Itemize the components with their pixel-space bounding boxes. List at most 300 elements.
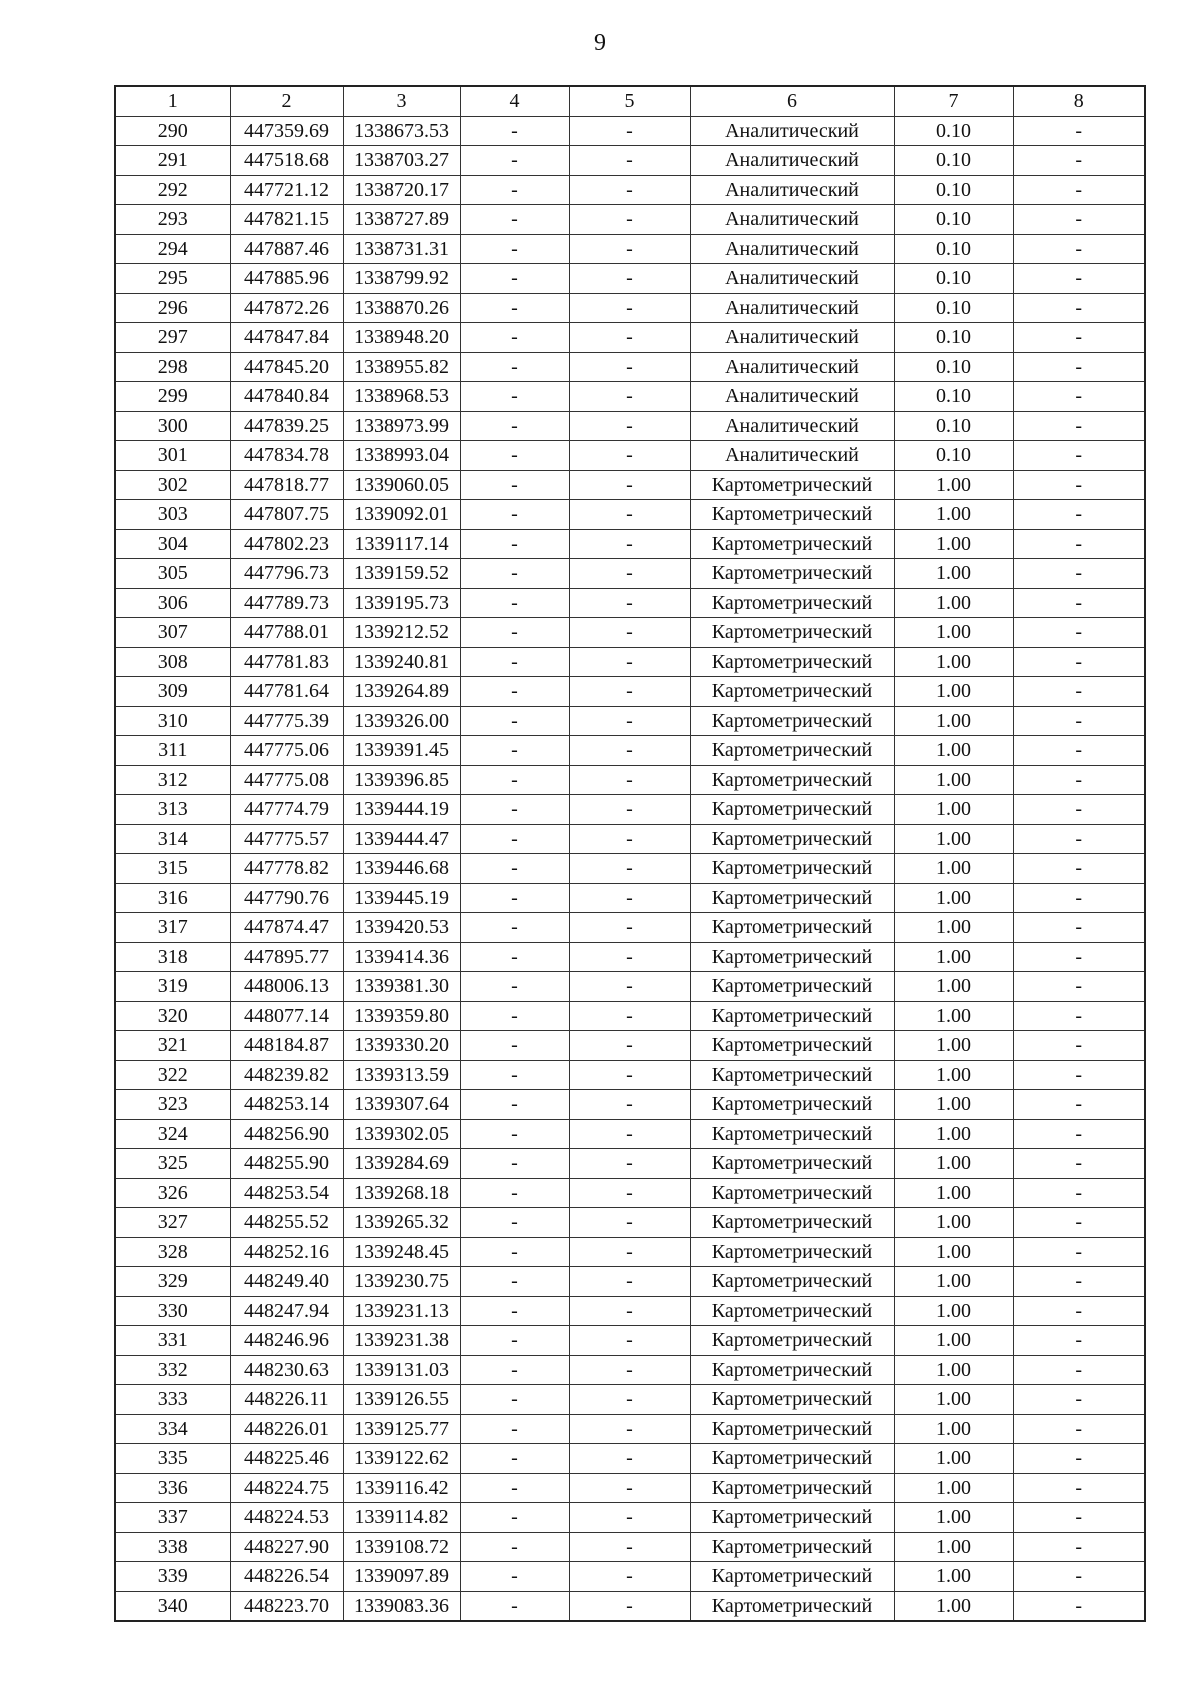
point-number-cell: 320 [115,1001,230,1031]
col4-cell: - [460,913,569,943]
point-number-cell: 337 [115,1503,230,1533]
point-number-cell: 332 [115,1355,230,1385]
y-coordinate-cell: 1339195.73 [343,588,460,618]
col5-cell: - [569,1532,690,1562]
col8-cell: - [1013,1355,1145,1385]
y-coordinate-cell: 1339231.13 [343,1296,460,1326]
y-coordinate-cell: 1339212.52 [343,618,460,648]
col8-cell: - [1013,1591,1145,1621]
col5-cell: - [569,1178,690,1208]
method-cell: Картометрический [690,854,894,884]
col8-cell: - [1013,1562,1145,1592]
x-coordinate-cell: 447895.77 [230,942,343,972]
column-header: 5 [569,86,690,116]
accuracy-cell: 1.00 [894,1060,1013,1090]
accuracy-cell: 1.00 [894,500,1013,530]
point-number-cell: 321 [115,1031,230,1061]
x-coordinate-cell: 447518.68 [230,146,343,176]
col5-cell: - [569,1355,690,1385]
y-coordinate-cell: 1339122.62 [343,1444,460,1474]
col4-cell: - [460,1385,569,1415]
page-number: 9 [594,30,606,56]
col4-cell: - [460,795,569,825]
col5-cell: - [569,264,690,294]
x-coordinate-cell: 447778.82 [230,854,343,884]
table-row [115,441,1145,471]
table-row [115,175,1145,205]
x-coordinate-cell: 448223.70 [230,1591,343,1621]
accuracy-cell: 0.10 [894,205,1013,235]
col5-cell: - [569,529,690,559]
y-coordinate-cell: 1339159.52 [343,559,460,589]
method-cell: Аналитический [690,175,894,205]
col5-cell: - [569,1326,690,1356]
col4-cell: - [460,1001,569,1031]
col5-cell: - [569,706,690,736]
accuracy-cell: 1.00 [894,559,1013,589]
col4-cell: - [460,205,569,235]
col4-cell: - [460,1591,569,1621]
method-cell: Картометрический [690,1296,894,1326]
col4-cell: - [460,500,569,530]
col8-cell: - [1013,795,1145,825]
col4-cell: - [460,1355,569,1385]
accuracy-cell: 1.00 [894,972,1013,1002]
point-number-cell: 338 [115,1532,230,1562]
accuracy-cell: 0.10 [894,264,1013,294]
col5-cell: - [569,382,690,412]
method-cell: Картометрический [690,1208,894,1238]
table-row [115,1208,1145,1238]
y-coordinate-cell: 1339117.14 [343,529,460,559]
y-coordinate-cell: 1339131.03 [343,1355,460,1385]
x-coordinate-cell: 448255.90 [230,1149,343,1179]
y-coordinate-cell: 1339240.81 [343,647,460,677]
col8-cell: - [1013,264,1145,294]
method-cell: Аналитический [690,323,894,353]
x-coordinate-cell: 448247.94 [230,1296,343,1326]
col4-cell: - [460,706,569,736]
col8-cell: - [1013,647,1145,677]
method-cell: Картометрический [690,1591,894,1621]
y-coordinate-cell: 1339264.89 [343,677,460,707]
col8-cell: - [1013,1473,1145,1503]
col8-cell: - [1013,1001,1145,1031]
col5-cell: - [569,1031,690,1061]
method-cell: Картометрический [690,883,894,913]
y-coordinate-cell: 1339116.42 [343,1473,460,1503]
point-number-cell: 302 [115,470,230,500]
accuracy-cell: 0.10 [894,234,1013,264]
x-coordinate-cell: 447775.39 [230,706,343,736]
col8-cell: - [1013,588,1145,618]
table-row [115,1562,1145,1592]
x-coordinate-cell: 447359.69 [230,116,343,146]
table-row [115,352,1145,382]
table-body [115,116,1145,1621]
accuracy-cell: 1.00 [894,1001,1013,1031]
col8-cell: - [1013,854,1145,884]
col4-cell: - [460,1237,569,1267]
table-row [115,883,1145,913]
y-coordinate-cell: 1338968.53 [343,382,460,412]
point-number-cell: 307 [115,618,230,648]
x-coordinate-cell: 447887.46 [230,234,343,264]
table-row [115,1385,1145,1415]
table-row [115,1237,1145,1267]
col8-cell: - [1013,677,1145,707]
method-cell: Картометрический [690,913,894,943]
method-cell: Картометрический [690,1178,894,1208]
y-coordinate-cell: 1338727.89 [343,205,460,235]
table-row [115,972,1145,1002]
col5-cell: - [569,1208,690,1238]
y-coordinate-cell: 1338870.26 [343,293,460,323]
col4-cell: - [460,1178,569,1208]
x-coordinate-cell: 447872.26 [230,293,343,323]
point-number-cell: 324 [115,1119,230,1149]
col4-cell: - [460,1119,569,1149]
table-row [115,559,1145,589]
y-coordinate-cell: 1339330.20 [343,1031,460,1061]
method-cell: Картометрический [690,470,894,500]
col4-cell: - [460,588,569,618]
col5-cell: - [569,1562,690,1592]
method-cell: Картометрический [690,765,894,795]
method-cell: Картометрический [690,1090,894,1120]
col8-cell: - [1013,234,1145,264]
table-row [115,1031,1145,1061]
point-number-cell: 295 [115,264,230,294]
col8-cell: - [1013,1326,1145,1356]
method-cell: Картометрический [690,647,894,677]
col5-cell: - [569,1237,690,1267]
y-coordinate-cell: 1339083.36 [343,1591,460,1621]
y-coordinate-cell: 1338731.31 [343,234,460,264]
table-row [115,1503,1145,1533]
y-coordinate-cell: 1339114.82 [343,1503,460,1533]
point-number-cell: 336 [115,1473,230,1503]
table-row [115,1414,1145,1444]
col5-cell: - [569,588,690,618]
table-row [115,1060,1145,1090]
col5-cell: - [569,500,690,530]
col4-cell: - [460,234,569,264]
x-coordinate-cell: 447807.75 [230,500,343,530]
y-coordinate-cell: 1339444.19 [343,795,460,825]
table-row [115,1267,1145,1297]
y-coordinate-cell: 1338973.99 [343,411,460,441]
col5-cell: - [569,1414,690,1444]
col5-cell: - [569,1503,690,1533]
col5-cell: - [569,1267,690,1297]
col5-cell: - [569,1444,690,1474]
point-number-cell: 317 [115,913,230,943]
col4-cell: - [460,854,569,884]
col8-cell: - [1013,1090,1145,1120]
method-cell: Картометрический [690,824,894,854]
y-coordinate-cell: 1338993.04 [343,441,460,471]
column-header: 4 [460,86,569,116]
column-header: 8 [1013,86,1145,116]
x-coordinate-cell: 447802.23 [230,529,343,559]
y-coordinate-cell: 1339313.59 [343,1060,460,1090]
table-row [115,1473,1145,1503]
col8-cell: - [1013,1503,1145,1533]
accuracy-cell: 0.10 [894,441,1013,471]
method-cell: Аналитический [690,264,894,294]
col4-cell: - [460,736,569,766]
col5-cell: - [569,1591,690,1621]
col5-cell: - [569,795,690,825]
col4-cell: - [460,765,569,795]
col5-cell: - [569,883,690,913]
x-coordinate-cell: 447775.08 [230,765,343,795]
x-coordinate-cell: 448077.14 [230,1001,343,1031]
col8-cell: - [1013,706,1145,736]
point-number-cell: 312 [115,765,230,795]
y-coordinate-cell: 1338955.82 [343,352,460,382]
table-row [115,500,1145,530]
x-coordinate-cell: 448253.14 [230,1090,343,1120]
col4-cell: - [460,1267,569,1297]
x-coordinate-cell: 447818.77 [230,470,343,500]
point-number-cell: 319 [115,972,230,1002]
col8-cell: - [1013,470,1145,500]
table-row [115,293,1145,323]
table-row [115,647,1145,677]
x-coordinate-cell: 448239.82 [230,1060,343,1090]
table-row [115,1090,1145,1120]
table-row [115,1001,1145,1031]
y-coordinate-cell: 1339444.47 [343,824,460,854]
method-cell: Картометрический [690,1355,894,1385]
table-row [115,529,1145,559]
table-row [115,146,1145,176]
y-coordinate-cell: 1339446.68 [343,854,460,884]
col4-cell: - [460,1149,569,1179]
x-coordinate-cell: 447839.25 [230,411,343,441]
col5-cell: - [569,116,690,146]
col8-cell: - [1013,175,1145,205]
method-cell: Картометрический [690,1532,894,1562]
y-coordinate-cell: 1339097.89 [343,1562,460,1592]
col8-cell: - [1013,441,1145,471]
accuracy-cell: 1.00 [894,1090,1013,1120]
table-row [115,795,1145,825]
y-coordinate-cell: 1339265.32 [343,1208,460,1238]
method-cell: Картометрический [690,529,894,559]
y-coordinate-cell: 1338673.53 [343,116,460,146]
point-number-cell: 330 [115,1296,230,1326]
x-coordinate-cell: 447721.12 [230,175,343,205]
x-coordinate-cell: 447845.20 [230,352,343,382]
col5-cell: - [569,146,690,176]
col5-cell: - [569,1090,690,1120]
col8-cell: - [1013,972,1145,1002]
col4-cell: - [460,1296,569,1326]
y-coordinate-cell: 1339307.64 [343,1090,460,1120]
y-coordinate-cell: 1338948.20 [343,323,460,353]
column-header: 2 [230,86,343,116]
accuracy-cell: 1.00 [894,1149,1013,1179]
col8-cell: - [1013,1444,1145,1474]
accuracy-cell: 0.10 [894,116,1013,146]
point-number-cell: 291 [115,146,230,176]
y-coordinate-cell: 1339414.36 [343,942,460,972]
accuracy-cell: 1.00 [894,1326,1013,1356]
y-coordinate-cell: 1338703.27 [343,146,460,176]
accuracy-cell: 0.10 [894,411,1013,441]
accuracy-cell: 1.00 [894,883,1013,913]
accuracy-cell: 1.00 [894,736,1013,766]
col8-cell: - [1013,1532,1145,1562]
point-number-cell: 296 [115,293,230,323]
x-coordinate-cell: 448252.16 [230,1237,343,1267]
accuracy-cell: 1.00 [894,677,1013,707]
x-coordinate-cell: 447774.79 [230,795,343,825]
method-cell: Аналитический [690,293,894,323]
x-coordinate-cell: 448224.75 [230,1473,343,1503]
col8-cell: - [1013,529,1145,559]
col5-cell: - [569,1296,690,1326]
method-cell: Картометрический [690,706,894,736]
method-cell: Картометрический [690,618,894,648]
method-cell: Аналитический [690,234,894,264]
x-coordinate-cell: 447789.73 [230,588,343,618]
col5-cell: - [569,942,690,972]
point-number-cell: 313 [115,795,230,825]
point-number-cell: 331 [115,1326,230,1356]
table-row [115,323,1145,353]
x-coordinate-cell: 447847.84 [230,323,343,353]
y-coordinate-cell: 1339445.19 [343,883,460,913]
point-number-cell: 339 [115,1562,230,1592]
point-number-cell: 305 [115,559,230,589]
y-coordinate-cell: 1338720.17 [343,175,460,205]
y-coordinate-cell: 1339231.38 [343,1326,460,1356]
method-cell: Аналитический [690,411,894,441]
point-number-cell: 301 [115,441,230,471]
col4-cell: - [460,559,569,589]
y-coordinate-cell: 1338799.92 [343,264,460,294]
x-coordinate-cell: 447834.78 [230,441,343,471]
table-row [115,824,1145,854]
col5-cell: - [569,441,690,471]
accuracy-cell: 1.00 [894,1178,1013,1208]
col5-cell: - [569,175,690,205]
col5-cell: - [569,559,690,589]
accuracy-cell: 0.10 [894,293,1013,323]
y-coordinate-cell: 1339391.45 [343,736,460,766]
column-header: 7 [894,86,1013,116]
method-cell: Картометрический [690,1444,894,1474]
table-row [115,1591,1145,1621]
method-cell: Картометрический [690,1237,894,1267]
col4-cell: - [460,1444,569,1474]
y-coordinate-cell: 1339381.30 [343,972,460,1002]
y-coordinate-cell: 1339268.18 [343,1178,460,1208]
y-coordinate-cell: 1339359.80 [343,1001,460,1031]
method-cell: Картометрический [690,677,894,707]
col5-cell: - [569,972,690,1002]
method-cell: Картометрический [690,1414,894,1444]
col5-cell: - [569,470,690,500]
x-coordinate-cell: 448227.90 [230,1532,343,1562]
method-cell: Картометрический [690,1503,894,1533]
y-coordinate-cell: 1339302.05 [343,1119,460,1149]
col5-cell: - [569,647,690,677]
y-coordinate-cell: 1339284.69 [343,1149,460,1179]
col5-cell: - [569,205,690,235]
point-number-cell: 323 [115,1090,230,1120]
col8-cell: - [1013,411,1145,441]
accuracy-cell: 1.00 [894,1444,1013,1474]
col4-cell: - [460,529,569,559]
point-number-cell: 290 [115,116,230,146]
col4-cell: - [460,1473,569,1503]
col4-cell: - [460,942,569,972]
col8-cell: - [1013,205,1145,235]
col8-cell: - [1013,1149,1145,1179]
col4-cell: - [460,146,569,176]
column-header: 1 [115,86,230,116]
col4-cell: - [460,647,569,677]
x-coordinate-cell: 448249.40 [230,1267,343,1297]
col8-cell: - [1013,1267,1145,1297]
col8-cell: - [1013,500,1145,530]
y-coordinate-cell: 1339108.72 [343,1532,460,1562]
y-coordinate-cell: 1339248.45 [343,1237,460,1267]
y-coordinate-cell: 1339126.55 [343,1385,460,1415]
col8-cell: - [1013,942,1145,972]
col4-cell: - [460,264,569,294]
col4-cell: - [460,1503,569,1533]
col8-cell: - [1013,1237,1145,1267]
x-coordinate-cell: 448224.53 [230,1503,343,1533]
y-coordinate-cell: 1339326.00 [343,706,460,736]
x-coordinate-cell: 448226.11 [230,1385,343,1415]
point-number-cell: 315 [115,854,230,884]
col5-cell: - [569,1001,690,1031]
table-row [115,854,1145,884]
col8-cell: - [1013,559,1145,589]
x-coordinate-cell: 448226.54 [230,1562,343,1592]
col8-cell: - [1013,1385,1145,1415]
accuracy-cell: 1.00 [894,1591,1013,1621]
col4-cell: - [460,175,569,205]
accuracy-cell: 1.00 [894,529,1013,559]
table-row [115,677,1145,707]
point-number-cell: 334 [115,1414,230,1444]
col8-cell: - [1013,293,1145,323]
point-number-cell: 316 [115,883,230,913]
col8-cell: - [1013,883,1145,913]
col4-cell: - [460,1414,569,1444]
table-row [115,1119,1145,1149]
point-number-cell: 310 [115,706,230,736]
table-row [115,706,1145,736]
col5-cell: - [569,1385,690,1415]
col4-cell: - [460,470,569,500]
method-cell: Аналитический [690,382,894,412]
x-coordinate-cell: 447821.15 [230,205,343,235]
col8-cell: - [1013,323,1145,353]
table-row [115,1532,1145,1562]
col8-cell: - [1013,1208,1145,1238]
method-cell: Картометрический [690,1326,894,1356]
x-coordinate-cell: 448256.90 [230,1119,343,1149]
